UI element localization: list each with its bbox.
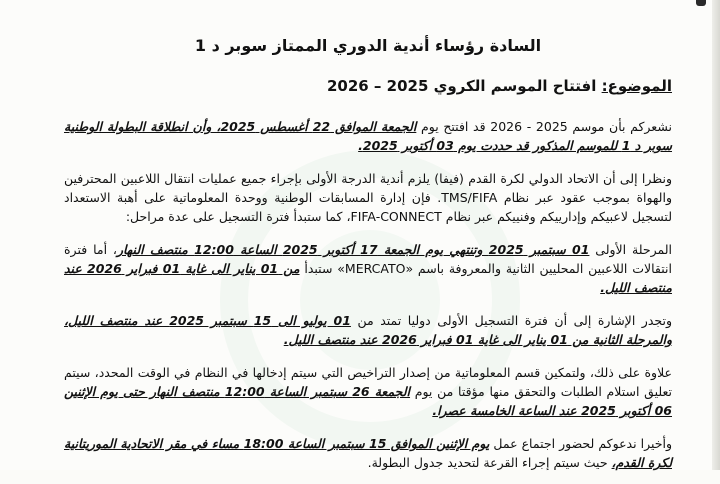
- emphasized-segment: 01 سبتمبر 2025 وتنتهي يوم الجمعة 17 أكتوبر 2025 الساعة 12:00 منتصف النهار: [116, 242, 590, 257]
- text-segment: علاوة على ذلك، ولتمكين قسم المعلوماتية من إصدار التراخيص التي سيتم إدخالها في النظام في الوقت المحدد، سيتم تعليق استلام الطلبات والتحقق منها مؤقتا من يوم: [64, 365, 673, 399]
- recipient-line: السادة رؤساء أندية الدوري الممتاز سوبر د 1: [194, 36, 542, 55]
- text-segment: وتجدر الإشارة إلى أن فترة التسجيل الأولى دوليا تمتد من: [350, 313, 672, 328]
- letter-body: [64, 36, 672, 484]
- text-segment: المرحلة الأولى: [589, 242, 672, 257]
- paragraph-meeting: [64, 434, 672, 472]
- paragraph-international-window: [64, 311, 672, 349]
- corner-mark: [696, 0, 706, 6]
- subject-line: [64, 77, 672, 95]
- paragraph-season-opening: [64, 117, 672, 155]
- emphasized-segment: الجمعة 26 سبتمبر الساعة 12:00 منتصف النهار حتى يوم الإثنين 06 أكتوبر 2025 عند الساعة الخامسة عصرا.: [64, 384, 672, 418]
- text-segment: وأخيرا ندعوكم لحضور اجتماع عمل: [489, 436, 672, 451]
- emphasized-segment: من 01 يناير الى غاية 01 فبراير 2026 عند منتصف الليل.: [64, 261, 672, 295]
- emphasized-segment: 01 يوليو الى 15 سبتمبر 2025 عند منتصف الليل، والمرحلة الثانية من 01 يناير الى غاية 01 فبراير 2026 عند منتصف الليل.: [64, 313, 672, 347]
- paragraph-fifa-registration: [64, 169, 672, 226]
- subject-label: الموضوع:: [601, 77, 672, 95]
- paragraph-suspension: [64, 363, 672, 420]
- emphasized-segment: الجمعة الموافق 22 أغسطس 2025، وأن انطلاقة البطولة الوطنية سوبر د 1 للموسم المذكور قد حددت يوم 03 أكتوبر 2025.: [64, 119, 672, 153]
- subject-text: افتتاح الموسم الكروي 2025 – 2026: [326, 77, 602, 95]
- text-segment: نشعركم بأن موسم 2025 - 2026 قد افتتح يوم: [416, 119, 672, 134]
- emphasized-segment: يوم الإثنين الموافق 15 سبتمبر الساعة 18:00 مساء في مقر الاتحادية الموريتانية لكرة القدم،: [64, 436, 672, 470]
- text-segment: حيث سيتم إجراء القرعة لتحديد جدول البطولة.: [367, 455, 612, 470]
- paragraph-first-phase: [64, 240, 672, 297]
- page-edge: [712, 0, 720, 470]
- text-segment: ، أما فترة انتقالات اللاعبين المحليين الثانية والمعروفة باسم «MERCATO» ستبدأ: [64, 242, 672, 276]
- text-segment: ونظرا إلى أن الاتحاد الدولي لكرة القدم (فيفا) يلزم أندية الدرجة الأولى بإجراء جميع عمليات انتقال اللاعبين المحترفين والهواة بموجب عقود عبر نظام TMS/FIFA. فإن إدارة المسابقات الوطنية ووحدة المعلوماتية على أهبة الاستعداد لتسجيل لاعبيكم وإدارييكم وفنييكم عبر نظام FIFA-CONNECT، كما ستبدأ فترة التسجيل على عدة مراحل:: [64, 171, 673, 224]
